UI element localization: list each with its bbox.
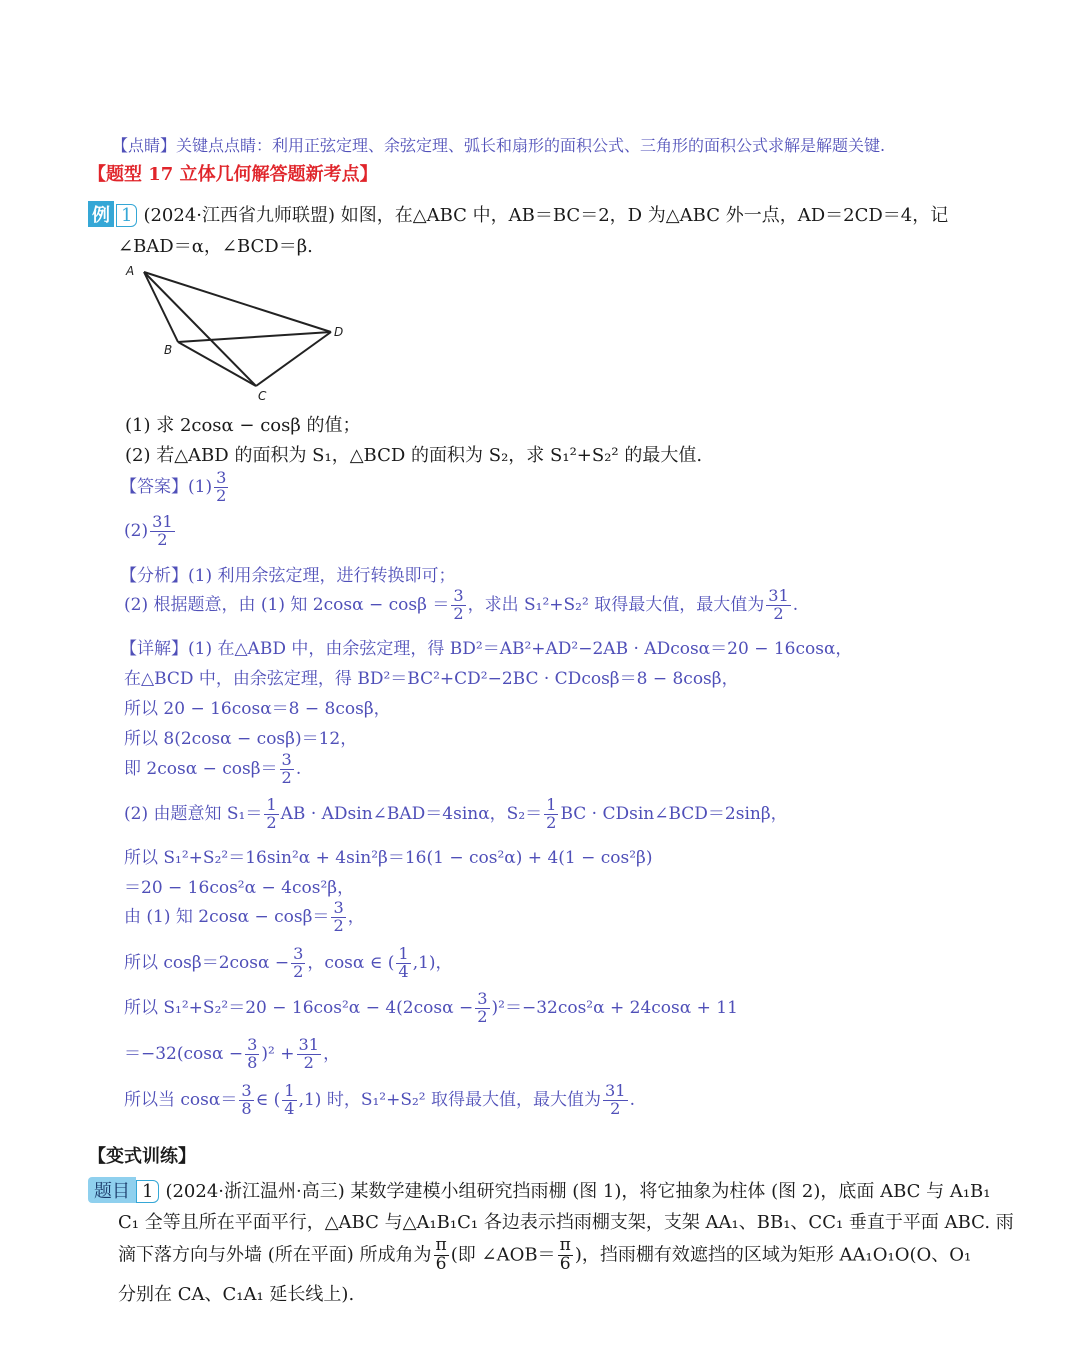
segment-ab xyxy=(144,272,178,342)
topic-line-3: 滴下落方向与外墙 (所在平面) 所成角为 $\frac{\pi}{6}$ (即 ∠AOB＝ $\frac{\pi}{6}$ )，挡雨棚有效遮挡的区域为矩形 AA₁O₁O(O、O₁ xyxy=(118,1235,972,1274)
triangle-figure xyxy=(118,262,358,402)
detail-line-13: 所以当 cosα＝ $\frac{3}{8}$ ∈ ( $\frac{1}{4}$ ,1) 时，S₁²+S₂² 取得最大值，最大值为 $\frac{31}{2}$ . xyxy=(124,1081,635,1118)
answer-label: 【答案】(1) xyxy=(120,476,213,497)
example-header xyxy=(88,201,948,227)
topic-line-4: 分别在 CA、C₁A₁ 延长线上). xyxy=(118,1284,355,1305)
detail-line-8: ＝20 − 16cos²α − 4cos²β， xyxy=(124,878,355,898)
answer-1 xyxy=(120,470,230,505)
topic-line-1: 题目 1 (2024·浙江温州·高三) 某数学建模小组研究挡雨棚 (图 1)，将它抽象为柱体 (图 2)，底面 ABC 与 A₁B₁ xyxy=(88,1177,991,1203)
label-a: A xyxy=(126,264,135,278)
detail-line-5: 即 2cosα − cosβ＝ $\frac{3}{2}$ . xyxy=(124,750,302,787)
detail-line-3: 所以 20 − 16cosα＝8 − 8cosβ， xyxy=(124,699,391,719)
detail-line-6: (2) 由题意知 S₁＝ $\frac{1}{2}$ AB · ADsin∠BAD＝4sinα，S₂＝ $\frac{1}{2}$ BC · CDsin∠BCD＝2sinβ， xyxy=(124,795,788,832)
detail-line-10: 所以 cosβ＝2cosα − $\frac{3}{2}$ ，cosα ∈ ( $\frac{1}{4}$ ,1)， xyxy=(124,944,453,981)
answer-2: (2) $\frac{31}{2}$ xyxy=(124,512,173,549)
topic-line-2: C₁ 全等且所在平面平行，△ABC 与△A₁B₁C₁ 各边表示挡雨棚支架，支架 AA₁、BB₁、CC₁ 垂直于平面 ABC. 雨 xyxy=(118,1212,1014,1233)
detail-line-12: ＝−32(cosα − $\frac{3}{8}$ )² + $\frac{31}{2}$ ， xyxy=(124,1035,341,1072)
example-line-2: ∠BAD＝α，∠BCD＝β. xyxy=(118,236,313,257)
detail-line-2: 在△BCD 中，由余弦定理，得 BD²＝BC²+CD²−2BC · CDcosβ＝8 − 8cosβ， xyxy=(124,669,739,689)
answer-1-fraction: $\frac{3}{2}$ xyxy=(216,468,227,505)
analysis-line-2: (2) 根据题意，由 (1) 知 2cosα − cosβ ＝ $\frac{3}{2}$ ，求出 S₁²+S₂² 取得最大值，最大值为 $\frac{31}{2}$ . xyxy=(124,586,799,623)
detail-line-1: 【详解】(1) 在△ABD 中，由余弦定理，得 BD²＝AB²+AD²−2AB · ADcosα＝20 − 16cosα， xyxy=(120,639,853,659)
topic-badge: 题目 xyxy=(88,1177,136,1203)
section-title: 【题型 17 立体几何解答题新考点】 xyxy=(88,164,378,185)
detail-line-4: 所以 8(2cosα − cosβ)＝12， xyxy=(124,729,358,749)
label-d: D xyxy=(334,325,344,339)
detail-line-11: 所以 S₁²+S₂²＝20 − 16cos²α − 4(2cosα − $\frac{3}{2}$ )²＝−32cos²α + 24cosα + 11 xyxy=(124,989,738,1026)
question-2: (2) 若△ABD 的面积为 S₁，△BCD 的面积为 S₂，求 S₁²+S₂² 的最大值. xyxy=(125,445,703,466)
detail-line-7: 所以 S₁²+S₂²＝16sin²α + 4sin²β＝16(1 − cos²α) + 4(1 − cos²β) xyxy=(124,848,653,868)
segment-cd xyxy=(256,332,331,386)
example-number: 1 xyxy=(116,204,137,227)
answer-2-fraction: $\frac{31}{2}$ xyxy=(152,512,173,549)
example-line-1: (2024·江西省九师联盟) 如图，在△ABC 中，AB＝BC＝2，D 为△ABC 外一点，AD＝2CD＝4，记 xyxy=(143,205,949,226)
segment-ad xyxy=(144,272,331,332)
segment-bc xyxy=(178,342,256,386)
analysis-line-1: 【分析】(1) 利用余弦定理，进行转换即可； xyxy=(120,566,456,586)
example-badge: 例 xyxy=(88,201,114,227)
question-1: (1) 求 2cosα − cosβ 的值； xyxy=(125,415,361,436)
key-point-note: 【点睛】关键点点睛：利用正弦定理、余弦定理、弧长和扇形的面积公式、三角形的面积公式求解是解题关键. xyxy=(112,136,886,155)
detail-line-9: 由 (1) 知 2cosα − cosβ＝ $\frac{3}{2}$ ， xyxy=(124,898,365,935)
variant-title: 【变式训练】 xyxy=(88,1146,196,1167)
label-c: C xyxy=(258,389,267,402)
label-b: B xyxy=(164,343,173,357)
topic-number: 1 xyxy=(136,1180,159,1203)
segment-bd xyxy=(178,332,331,342)
